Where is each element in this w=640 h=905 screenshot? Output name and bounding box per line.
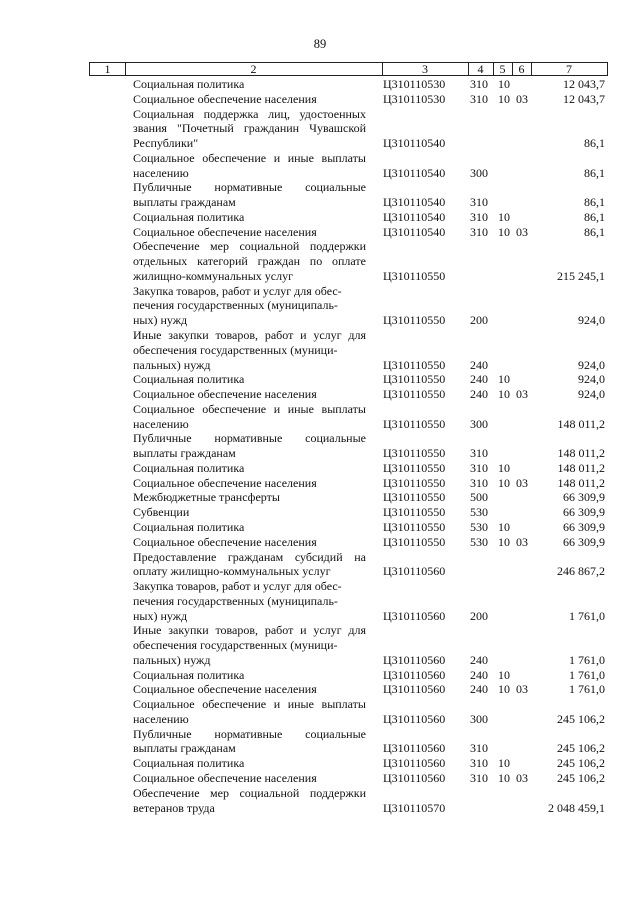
row-description-line: обеспечения государственных (муници- (133, 638, 338, 653)
row-expense-type: 240 (470, 372, 488, 387)
row-description (133, 535, 366, 550)
row-description (133, 107, 366, 151)
row-amount: 12 043,7 (563, 77, 605, 91)
header-divider (493, 63, 494, 75)
row-description-line: Социальное обеспечение населения (133, 534, 317, 549)
row-description (133, 328, 366, 372)
row-description (133, 431, 366, 461)
row-description-line: обеспечения государственных (муници- (133, 342, 338, 357)
row-description (133, 520, 366, 535)
row-section: 10 (498, 667, 510, 682)
table-row (0, 668, 640, 683)
row-expense-type: 500 (470, 490, 488, 505)
row-code: Ц310110530 (383, 77, 446, 91)
row-code: Ц310110560 (383, 756, 446, 771)
row-amount: 1 761,0 (569, 667, 605, 682)
row-description-line: Социальная политика (133, 77, 245, 91)
table-row (0, 239, 640, 283)
row-description-line: Субвенции (133, 505, 190, 520)
row-description-line: Социальное обеспечение населения (133, 224, 317, 239)
row-expense-type: 310 (470, 209, 488, 224)
row-description-line: Иные закупки товаров, работ и услуг для (133, 623, 366, 638)
row-description-line: ных) нужд (133, 313, 188, 328)
row-amount: 1 761,0 (569, 608, 605, 623)
row-code: Ц310110560 (383, 711, 446, 726)
table-row (0, 151, 640, 181)
table-row (0, 461, 640, 476)
row-description-line: Социальная политика (133, 372, 245, 387)
table-row (0, 431, 640, 461)
table-row (0, 697, 640, 727)
row-expense-type: 310 (470, 741, 488, 756)
row-description (133, 756, 366, 771)
row-description-line: ных) нужд (133, 608, 188, 623)
header-col-4: 4 (477, 62, 484, 76)
row-amount: 924,0 (578, 387, 605, 402)
row-description-line: Республики" (133, 136, 199, 151)
row-description (133, 239, 366, 283)
header-divider (512, 63, 513, 75)
row-description-line: Социальная политика (133, 519, 245, 534)
table-row (0, 756, 640, 771)
row-code: Ц310110550 (383, 490, 446, 505)
row-expense-type: 310 (470, 460, 488, 475)
row-expense-type: 530 (470, 505, 488, 520)
row-description-line: Социальная политика (133, 460, 245, 475)
row-description (133, 490, 366, 505)
row-expense-type: 310 (470, 91, 488, 106)
header-divider (468, 63, 469, 75)
row-description-line: оплату жилищно-коммунальных услуг (133, 564, 331, 579)
row-section: 10 (498, 224, 510, 239)
row-section: 10 (498, 77, 510, 91)
table-row (0, 210, 640, 225)
row-section: 10 (498, 209, 510, 224)
row-code: Ц310110560 (383, 770, 446, 785)
row-description-line: Социальное обеспечение населения (133, 387, 317, 402)
row-amount: 66 309,9 (563, 519, 605, 534)
row-code: Ц310110540 (383, 195, 446, 210)
row-expense-type: 200 (470, 608, 488, 623)
row-subsection: 03 (516, 770, 528, 785)
row-code: Ц310110550 (383, 387, 446, 402)
row-expense-type: 300 (470, 165, 488, 180)
row-amount: 12 043,7 (563, 91, 605, 106)
header-divider (125, 63, 126, 75)
row-code: Ц310110550 (383, 519, 446, 534)
row-code: Ц310110560 (383, 667, 446, 682)
header-col-1: 1 (104, 62, 111, 76)
row-description-line: Социальное обеспечение и иные выплаты (133, 401, 366, 416)
row-amount: 245 106,2 (557, 741, 605, 756)
row-amount: 86,1 (584, 209, 605, 224)
row-expense-type: 310 (470, 446, 488, 461)
row-expense-type: 310 (470, 195, 488, 210)
row-description-line: выплаты гражданам (133, 741, 236, 756)
header-col-3: 3 (422, 62, 428, 76)
row-description-line: звания "Почетный гражданин Чувашской (133, 121, 366, 136)
row-description-line: Публичные нормативные социальные (133, 180, 366, 195)
table-row (0, 535, 640, 550)
row-code: Ц310110560 (383, 741, 446, 756)
row-section: 10 (498, 460, 510, 475)
row-description (133, 284, 366, 328)
row-description-line: пальных) нужд (133, 357, 211, 372)
table-row (0, 77, 640, 92)
row-amount: 148 011,2 (557, 460, 605, 475)
header-col-2: 2 (250, 62, 257, 76)
table-row (0, 225, 640, 240)
row-description-line: Социальная поддержка лиц, удостоенных (133, 106, 366, 121)
row-section: 10 (498, 756, 510, 771)
row-description (133, 550, 366, 580)
row-amount: 245 106,2 (557, 770, 605, 785)
row-description (133, 623, 366, 667)
row-subsection: 03 (516, 475, 528, 490)
row-description (133, 727, 366, 757)
row-amount: 245 106,2 (557, 711, 605, 726)
table-row (0, 490, 640, 505)
row-amount: 66 309,9 (563, 505, 605, 520)
row-amount: 86,1 (584, 224, 605, 239)
row-description (133, 697, 366, 727)
row-amount: 148 011,2 (557, 416, 605, 431)
row-description-line: Социальное обеспечение населения (133, 91, 317, 106)
row-expense-type: 310 (470, 475, 488, 490)
row-description-line: жилищно-коммунальных услуг (133, 268, 293, 283)
row-code: Ц310110560 (383, 564, 446, 579)
row-section: 10 (498, 534, 510, 549)
row-description (133, 505, 366, 520)
row-expense-type: 240 (470, 652, 488, 667)
table-row (0, 92, 640, 107)
row-amount: 246 867,2 (557, 564, 605, 579)
row-amount: 86,1 (584, 195, 605, 210)
row-amount: 215 245,1 (557, 268, 605, 283)
row-code: Ц310110550 (383, 446, 446, 461)
row-description-line: Социальное обеспечение населения (133, 682, 317, 697)
row-description-line: Обеспечение мер социальной поддержки (133, 239, 366, 254)
row-description-line: Социальная политика (133, 667, 245, 682)
table-row (0, 727, 640, 757)
row-amount: 924,0 (578, 372, 605, 387)
table-row (0, 402, 640, 432)
row-code: Ц310110570 (383, 800, 446, 815)
row-description (133, 771, 366, 786)
row-expense-type: 240 (470, 667, 488, 682)
row-code: Ц310110560 (383, 682, 446, 697)
row-description (133, 402, 366, 432)
row-description-line: Социальное обеспечение населения (133, 770, 317, 785)
row-description-line: Социальное обеспечение и иные выплаты (133, 150, 366, 165)
table-row (0, 682, 640, 697)
row-description-line: Закупка товаров, работ и услуг для обес- (133, 283, 342, 298)
row-amount: 66 309,9 (563, 534, 605, 549)
row-amount: 2 048 459,1 (548, 800, 605, 815)
row-expense-type: 310 (470, 77, 488, 91)
row-code: Ц310110550 (383, 475, 446, 490)
row-amount: 148 011,2 (557, 446, 605, 461)
table-row (0, 579, 640, 623)
row-description-line: Обеспечение мер социальной поддержки (133, 785, 366, 800)
header-col-5: 5 (499, 62, 506, 76)
row-amount: 148 011,2 (557, 475, 605, 490)
header-col-7: 7 (566, 62, 572, 76)
row-description-line: населению (133, 416, 189, 431)
row-description (133, 180, 366, 210)
row-code: Ц310110550 (383, 372, 446, 387)
row-description-line: выплаты гражданам (133, 446, 236, 461)
row-code: Ц310110530 (383, 91, 446, 106)
row-code: Ц310110550 (383, 357, 446, 372)
row-section: 10 (498, 387, 510, 402)
row-description (133, 786, 366, 816)
row-expense-type: 310 (470, 756, 488, 771)
row-description-line: Публичные нормативные социальные (133, 726, 366, 741)
row-description-line: Предоставление гражданам субсидий на (133, 549, 366, 564)
table-header (89, 62, 608, 76)
row-description (133, 461, 366, 476)
row-code: Ц310110550 (383, 460, 446, 475)
row-description (133, 682, 366, 697)
row-code: Ц310110560 (383, 652, 446, 667)
table-row (0, 520, 640, 535)
row-subsection: 03 (516, 534, 528, 549)
row-expense-type: 240 (470, 387, 488, 402)
row-section: 10 (498, 91, 510, 106)
row-description (133, 225, 366, 240)
page-number: 89 (313, 37, 327, 51)
table-row (0, 550, 640, 580)
row-subsection: 03 (516, 91, 528, 106)
row-code: Ц310110550 (383, 268, 446, 283)
row-expense-type: 200 (470, 313, 488, 328)
row-amount: 86,1 (584, 136, 605, 151)
row-amount: 245 106,2 (557, 756, 605, 771)
row-description (133, 668, 366, 683)
row-code: Ц310110550 (383, 534, 446, 549)
row-section: 10 (498, 519, 510, 534)
row-amount: 924,0 (578, 357, 605, 372)
row-description-line: отдельных категорий граждан по оплате (133, 254, 366, 269)
row-subsection: 03 (516, 224, 528, 239)
row-code: Ц310110540 (383, 136, 446, 151)
row-description (133, 476, 366, 491)
row-code: Ц310110550 (383, 416, 446, 431)
row-description (133, 372, 366, 387)
row-description (133, 579, 366, 623)
row-description-line: населению (133, 711, 189, 726)
table-row (0, 387, 640, 402)
row-section: 10 (498, 475, 510, 490)
row-code: Ц310110560 (383, 608, 446, 623)
row-expense-type: 300 (470, 711, 488, 726)
table-row (0, 180, 640, 210)
row-subsection: 03 (516, 387, 528, 402)
table-row (0, 505, 640, 520)
table-row (0, 107, 640, 151)
row-description-line: печения государственных (муниципаль- (133, 298, 338, 313)
row-code: Ц310110540 (383, 224, 446, 239)
table-row (0, 284, 640, 328)
row-amount: 1 761,0 (569, 652, 605, 667)
table-body (0, 77, 640, 815)
row-description (133, 92, 366, 107)
row-code: Ц310110540 (383, 209, 446, 224)
row-expense-type: 310 (470, 770, 488, 785)
row-description-line: Социальная политика (133, 209, 245, 224)
row-amount: 1 761,0 (569, 682, 605, 697)
table-row (0, 372, 640, 387)
table-row (0, 476, 640, 491)
header-divider (382, 63, 383, 75)
row-description (133, 151, 366, 181)
row-amount: 924,0 (578, 313, 605, 328)
row-code: Ц310110550 (383, 313, 446, 328)
row-description (133, 387, 366, 402)
row-section: 10 (498, 682, 510, 697)
row-description-line: Межбюджетные трансферты (133, 490, 280, 505)
row-code: Ц310110540 (383, 165, 446, 180)
row-description-line: пальных) нужд (133, 652, 211, 667)
row-description (133, 77, 366, 92)
row-amount: 86,1 (584, 165, 605, 180)
row-expense-type: 300 (470, 416, 488, 431)
row-subsection: 03 (516, 682, 528, 697)
row-expense-type: 240 (470, 357, 488, 372)
row-section: 10 (498, 770, 510, 785)
row-description-line: Социальная политика (133, 756, 245, 771)
table-row (0, 328, 640, 372)
row-description-line: ветеранов труда (133, 800, 215, 815)
row-description-line: Публичные нормативные социальные (133, 431, 366, 446)
row-description-line: Закупка товаров, работ и услуг для обес- (133, 579, 342, 594)
row-expense-type: 530 (470, 519, 488, 534)
row-description-line: Социальное обеспечение населения (133, 475, 317, 490)
row-expense-type: 530 (470, 534, 488, 549)
row-section: 10 (498, 372, 510, 387)
table-row (0, 623, 640, 667)
header-col-6: 6 (518, 62, 525, 76)
row-expense-type: 310 (470, 224, 488, 239)
table-row (0, 786, 640, 816)
row-description-line: населению (133, 165, 189, 180)
row-description-line: выплаты гражданам (133, 195, 236, 210)
row-description-line: Иные закупки товаров, работ и услуг для (133, 328, 366, 343)
header-divider (531, 63, 532, 75)
table-row (0, 771, 640, 786)
row-code: Ц310110550 (383, 505, 446, 520)
row-description (133, 210, 366, 225)
row-expense-type: 240 (470, 682, 488, 697)
row-description-line: Социальное обеспечение и иные выплаты (133, 697, 366, 712)
row-description-line: печения государственных (муниципаль- (133, 593, 338, 608)
row-amount: 66 309,9 (563, 490, 605, 505)
